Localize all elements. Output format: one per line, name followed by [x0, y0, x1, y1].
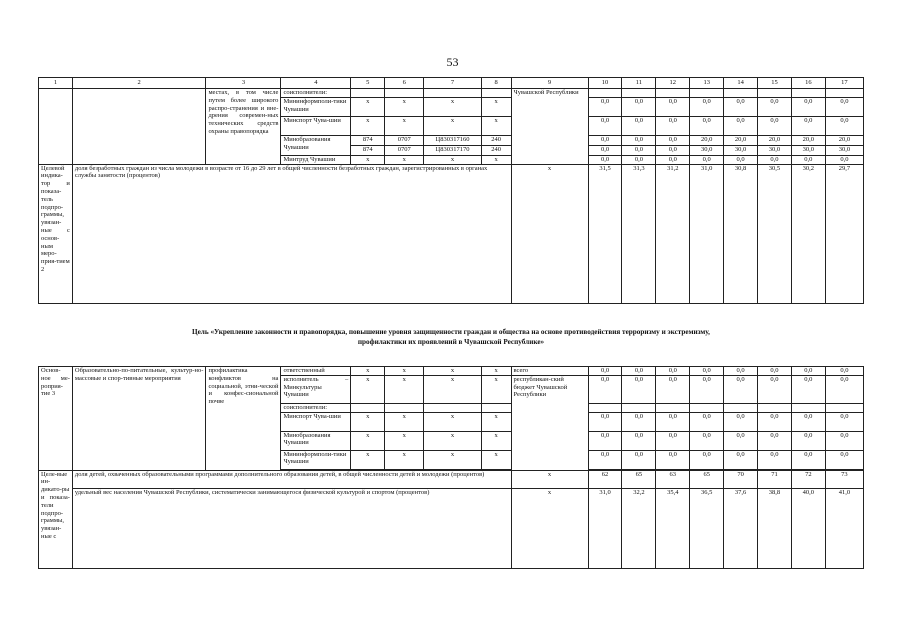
- table-cell: x: [385, 450, 424, 469]
- table-cell: 0,0: [791, 116, 825, 135]
- table-cell: 0,0: [588, 367, 622, 376]
- goal-line-2: профилактики их проявлений в Чувашской Республике»: [357, 338, 545, 347]
- header-cell: 17: [825, 78, 863, 89]
- table-cell: 0,0: [825, 431, 863, 450]
- indicator-text: доля детей, охваченных образовательными программами дополнительного образования детей, в общей численности детей и молодежи (процентов): [72, 470, 511, 488]
- header-cell: 9: [511, 78, 588, 89]
- table-cell: 35,4: [656, 488, 690, 568]
- header-cell: 2: [72, 78, 206, 89]
- table-cell: 0,0: [690, 97, 724, 116]
- table-cell: x: [351, 450, 385, 469]
- table-cell: 0,0: [825, 367, 863, 376]
- table-cell: 36,5: [690, 488, 724, 568]
- executor-cell: Минобразования Чувашии: [281, 431, 351, 450]
- indicator-label: Целевой индика-тор и показа-тель подпро-граммы, увязан-ные с основ-ным меро-прия-тием 2: [39, 164, 73, 303]
- header-cell: 3: [206, 78, 281, 89]
- table-cell: 0,0: [622, 412, 656, 431]
- measure-title: Образовательно-по-питательные, культур-но-массовые и спор-тивные мероприятия: [72, 367, 206, 471]
- table-cell: x: [424, 116, 482, 135]
- table-cell: x: [385, 375, 424, 403]
- table-cell: x: [385, 116, 424, 135]
- goal-line-1: Цель «Укрепление законности и правопорядка, повышение уровня защищенности граждан и общества на основе противодействия терроризму и экстремизму,: [192, 328, 710, 336]
- table-cell: 31,0: [690, 164, 724, 303]
- table-row: [39, 367, 864, 376]
- table-cell: 0,0: [656, 97, 690, 116]
- table-cell: x: [424, 367, 482, 376]
- table-cell: x: [481, 97, 511, 116]
- table-cell: x: [424, 155, 482, 164]
- table-cell: x: [351, 375, 385, 403]
- executor-cell: Мининформполи-тики Чувашии: [281, 450, 351, 469]
- table-cell: 30,2: [791, 164, 825, 303]
- table-cell: x: [481, 412, 511, 431]
- executor-cell: соисполнители:: [281, 89, 351, 98]
- table-cell: 0,0: [588, 431, 622, 450]
- indicator-label: Целе-вые ин-дикато-ры и показа-тели подпро-граммы, увязан-ные с: [39, 470, 73, 568]
- empty-cell: [39, 89, 73, 165]
- table-cell: 0,0: [758, 116, 792, 135]
- header-cell: 4: [281, 78, 351, 89]
- table-cell: 29,7: [825, 164, 863, 303]
- executor-cell: Минспорт Чува-шии: [281, 116, 351, 135]
- table-cell: 0,0: [656, 367, 690, 376]
- executor-cell: Минобразования Чувашии: [281, 135, 351, 155]
- table-cell: x: [351, 367, 385, 376]
- table-cell: x: [481, 450, 511, 469]
- table-cell: x: [351, 97, 385, 116]
- table-cell: x: [511, 470, 588, 488]
- table-cell: 0,0: [588, 412, 622, 431]
- table-cell: 0,0: [622, 135, 656, 145]
- table-cell: 71: [758, 470, 792, 488]
- table-cell: x: [351, 155, 385, 164]
- table-cell: 0,0: [622, 155, 656, 164]
- table-cell: 0,0: [724, 155, 758, 164]
- table-cell: 874: [351, 135, 385, 145]
- table-cell: 0,0: [825, 412, 863, 431]
- table-cell: 0,0: [588, 135, 622, 145]
- table-cell: x: [424, 97, 482, 116]
- table-cell: 37,6: [724, 488, 758, 568]
- table-cell: x: [385, 431, 424, 450]
- table-cell: x: [511, 164, 588, 303]
- table-cell: 0,0: [656, 135, 690, 145]
- table-cell: 0,0: [690, 412, 724, 431]
- table-cell: 0,0: [825, 450, 863, 469]
- table-cell: 0,0: [690, 367, 724, 376]
- header-cell: 15: [758, 78, 792, 89]
- table-cell: 0,0: [622, 145, 656, 155]
- header-cell: 16: [791, 78, 825, 89]
- header-cell: 1: [39, 78, 73, 89]
- table-cell: 70: [724, 470, 758, 488]
- goal-heading: [38, 327, 864, 347]
- table-cell: 30,0: [758, 145, 792, 155]
- indicator-text: удельный вес населения Чувашской Республики, систематически занимающегося физической культурой и спортом (процентов): [72, 488, 511, 568]
- table-cell: 0707: [385, 135, 424, 145]
- table-cell: 0,0: [791, 97, 825, 116]
- table-cell: 0,0: [724, 375, 758, 403]
- table-cell: 0,0: [622, 431, 656, 450]
- table-continuation: [38, 77, 864, 304]
- table-cell: 0,0: [588, 155, 622, 164]
- table-cell: 38,8: [758, 488, 792, 568]
- table-cell: 240: [481, 135, 511, 145]
- table-cell: 41,0: [825, 488, 863, 568]
- table-cell: 0,0: [656, 412, 690, 431]
- funding-source: Чувашской Республики: [511, 89, 588, 165]
- header-cell: 6: [385, 78, 424, 89]
- table-cell: 0,0: [656, 145, 690, 155]
- table-cell: 31,0: [588, 488, 622, 568]
- table-cell: 0,0: [724, 450, 758, 469]
- table-cell: 0,0: [724, 412, 758, 431]
- table-cell: 240: [481, 145, 511, 155]
- table-cell: 0,0: [791, 367, 825, 376]
- empty-cell: [72, 89, 206, 165]
- table-cell: 65: [622, 470, 656, 488]
- table-cell: x: [351, 116, 385, 135]
- table-cell: 0,0: [724, 367, 758, 376]
- table-cell: 0,0: [791, 431, 825, 450]
- table-cell: 0,0: [758, 450, 792, 469]
- table-cell: 0,0: [622, 116, 656, 135]
- table-cell: 0707: [385, 145, 424, 155]
- table-cell: x: [481, 431, 511, 450]
- table-cell: 0,0: [825, 116, 863, 135]
- table-cell: x: [481, 367, 511, 376]
- table-cell: 30,0: [825, 145, 863, 155]
- table-cell: 0,0: [791, 450, 825, 469]
- table-cell: 0,0: [690, 116, 724, 135]
- table-cell: 30,8: [724, 164, 758, 303]
- table-cell: 0,0: [758, 367, 792, 376]
- table-cell: 0,0: [825, 375, 863, 403]
- table-cell: 0,0: [825, 155, 863, 164]
- measure-description: профилактика конфликтов на социальной, этни-ческой и конфес-сиональной почве: [206, 367, 281, 471]
- table-cell: 0,0: [690, 375, 724, 403]
- table-cell: x: [385, 97, 424, 116]
- table-cell: x: [481, 155, 511, 164]
- indicator-text: доля безработных граждан из числа молодежи в возрасте от 16 до 29 лет в общей численности безработных граждан, зарегистрированных в органах службы занятости (процентов): [72, 164, 511, 303]
- table-cell: 0,0: [724, 431, 758, 450]
- table-cell: 0,0: [758, 431, 792, 450]
- table-cell: 30,0: [690, 145, 724, 155]
- header-cell: 14: [724, 78, 758, 89]
- table-cell: 0,0: [690, 450, 724, 469]
- table-cell: 73: [825, 470, 863, 488]
- table-cell: 0,0: [724, 97, 758, 116]
- table-cell: 0,0: [588, 97, 622, 116]
- header-cell: 13: [690, 78, 724, 89]
- table-cell: 0,0: [690, 155, 724, 164]
- table-cell: 20,0: [825, 135, 863, 145]
- header-cell: 10: [588, 78, 622, 89]
- measure-description: местах, в том числе путем более широкого распро-странения и вне-дрения современ-ных технических средств охраны правопорядка: [206, 89, 281, 165]
- table-cell: 0,0: [825, 97, 863, 116]
- table-cell: 0,0: [622, 367, 656, 376]
- table-cell: 31,2: [656, 164, 690, 303]
- indicator-row: [39, 488, 864, 568]
- table-cell: 0,0: [791, 412, 825, 431]
- table-cell: 0,0: [791, 375, 825, 403]
- table-cell: 0,0: [724, 116, 758, 135]
- indicator-row: [39, 164, 864, 303]
- executor-cell: исполнитель – Минкультуры Чувашии: [281, 375, 351, 403]
- table-cell: 0,0: [656, 155, 690, 164]
- table-cell: 0,0: [622, 450, 656, 469]
- table-cell: 0,0: [758, 375, 792, 403]
- table-row: [39, 89, 864, 98]
- table-cell: 0,0: [588, 375, 622, 403]
- header-cell: 8: [481, 78, 511, 89]
- header-cell: 7: [424, 78, 482, 89]
- table-cell: x: [385, 155, 424, 164]
- table-cell: 32,2: [622, 488, 656, 568]
- table-cell: x: [351, 412, 385, 431]
- table-cell: x: [481, 375, 511, 403]
- table-cell: x: [481, 116, 511, 135]
- table-cell: 874: [351, 145, 385, 155]
- table-cell: Ц830317170: [424, 145, 482, 155]
- measure-number: Основ-ное ме-роприя-тие 3: [39, 367, 73, 471]
- table-cell: x: [385, 412, 424, 431]
- page-number: 53: [446, 55, 459, 69]
- table-cell: 0,0: [791, 155, 825, 164]
- table-cell: 0,0: [622, 375, 656, 403]
- table-cell: 0,0: [588, 145, 622, 155]
- table-cell: 40,0: [791, 488, 825, 568]
- table-cell: x: [424, 431, 482, 450]
- table-cell: x: [424, 412, 482, 431]
- table-cell: x: [385, 367, 424, 376]
- table-cell: 20,0: [724, 135, 758, 145]
- table-cell: 63: [656, 470, 690, 488]
- table-cell: 30,5: [758, 164, 792, 303]
- table-cell: 62: [588, 470, 622, 488]
- table-measure-3: [38, 366, 864, 569]
- table-cell: 20,0: [690, 135, 724, 145]
- funding-source: всего: [511, 367, 588, 376]
- executor-cell: соисполнители:: [281, 403, 351, 412]
- table-cell: x: [351, 431, 385, 450]
- table-cell: 20,0: [791, 135, 825, 145]
- table-cell: 20,0: [758, 135, 792, 145]
- table-cell: 0,0: [656, 375, 690, 403]
- table-cell: 0,0: [758, 155, 792, 164]
- table-cell: 0,0: [656, 116, 690, 135]
- table-cell: x: [511, 488, 588, 568]
- header-cell: 5: [351, 78, 385, 89]
- header-cell: 12: [656, 78, 690, 89]
- table-cell: x: [424, 375, 482, 403]
- table-cell: 30,0: [724, 145, 758, 155]
- table-cell: 0,0: [588, 116, 622, 135]
- table-cell: 30,0: [791, 145, 825, 155]
- table-cell: 31,5: [588, 164, 622, 303]
- executor-cell: Минтруд Чувашии: [281, 155, 351, 164]
- executor-cell: ответственный: [281, 367, 351, 376]
- indicator-row: [39, 470, 864, 488]
- executor-cell: Мининформполи-тики Чувашии: [281, 97, 351, 116]
- table-cell: 0,0: [758, 97, 792, 116]
- table-cell: 31,3: [622, 164, 656, 303]
- funding-source: республикан-ский бюджет Чувашской Республики: [511, 375, 588, 470]
- table-cell: Ц830317160: [424, 135, 482, 145]
- header-cell: 11: [622, 78, 656, 89]
- table-cell: 65: [690, 470, 724, 488]
- table-cell: 0,0: [588, 450, 622, 469]
- table-cell: 0,0: [656, 431, 690, 450]
- table-cell: 0,0: [758, 412, 792, 431]
- table-cell: 0,0: [690, 431, 724, 450]
- table-cell: 0,0: [622, 97, 656, 116]
- executor-cell: Минспорт Чува-шии: [281, 412, 351, 431]
- header-row: [39, 78, 864, 89]
- table-cell: x: [424, 450, 482, 469]
- table-cell: 0,0: [656, 450, 690, 469]
- table-cell: 72: [791, 470, 825, 488]
